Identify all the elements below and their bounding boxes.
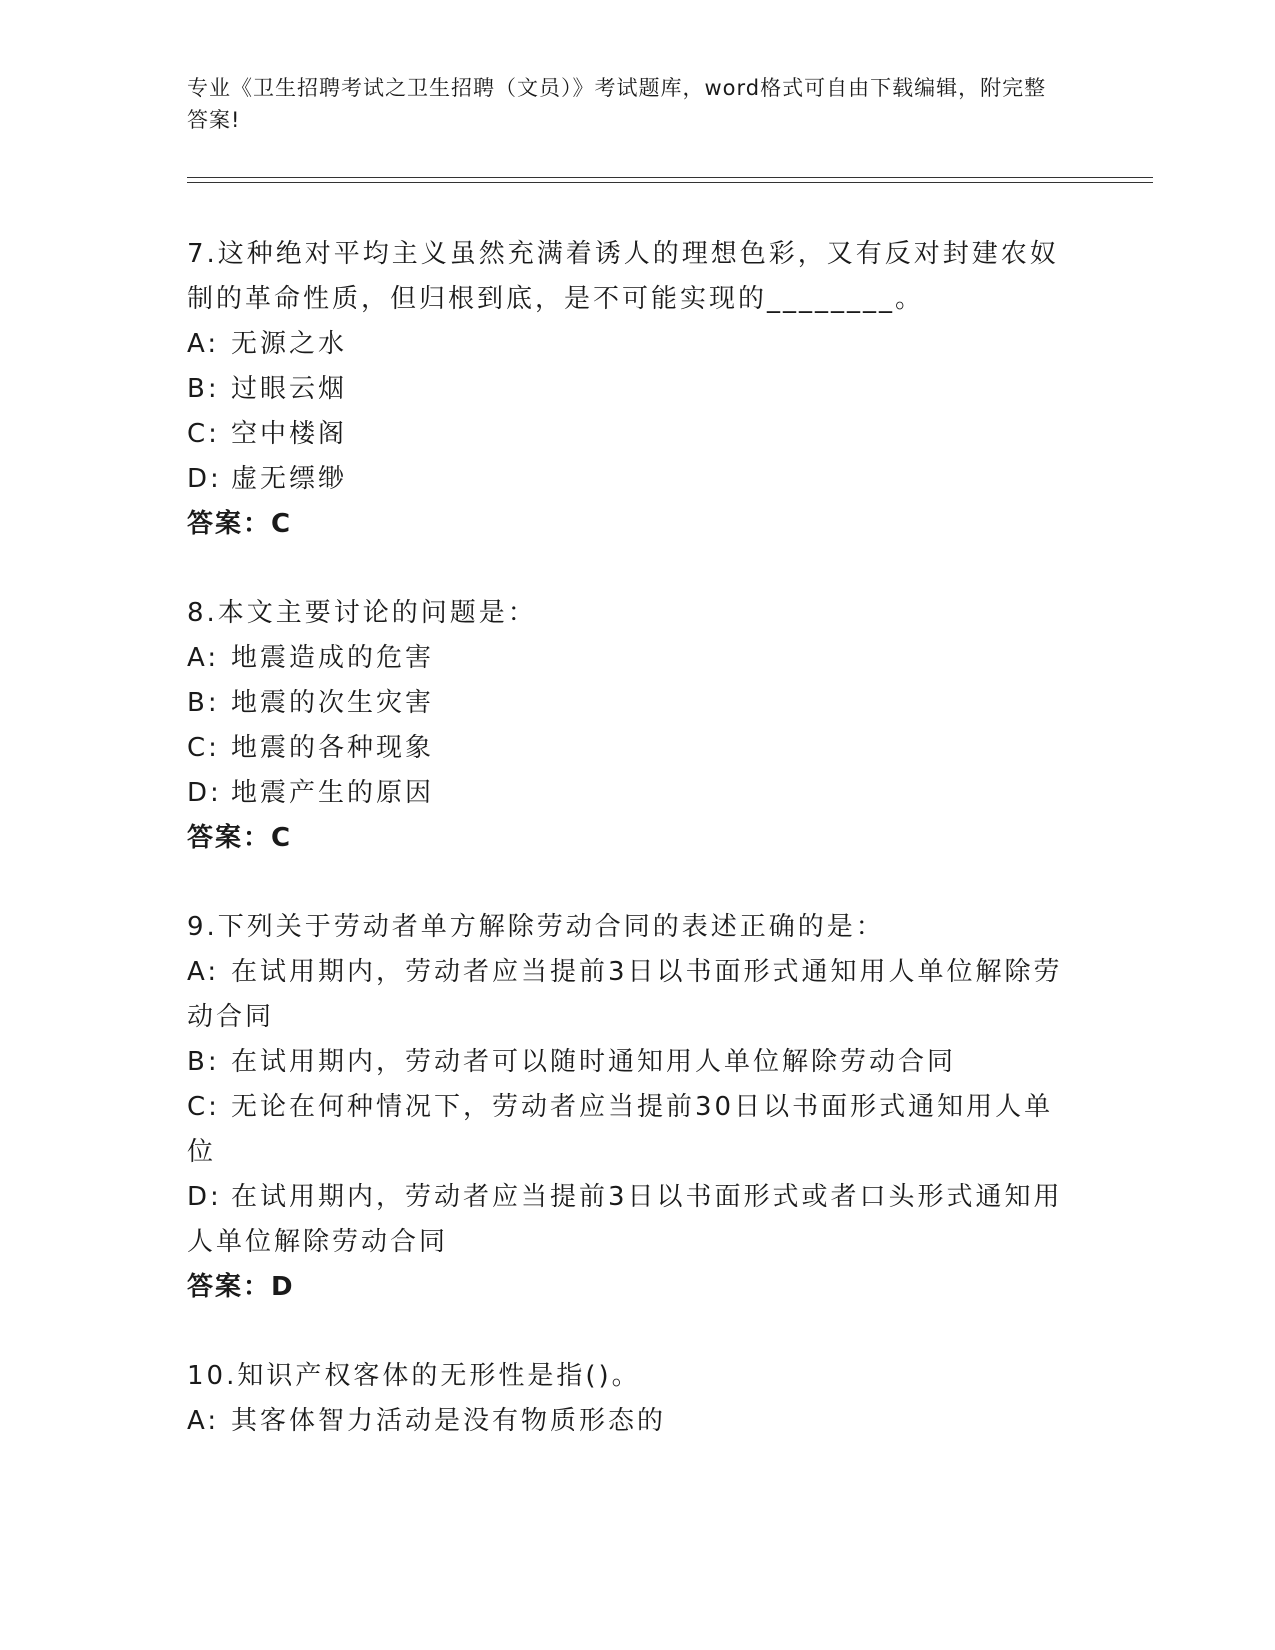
option-text: 地震的次生灾害 bbox=[231, 688, 435, 718]
document-intro: 专业《卫生招聘考试之卫生招聘（文员）》考试题库，word格式可自由下载编辑，附完整答案! bbox=[187, 76, 1047, 132]
option-c bbox=[187, 1085, 1077, 1175]
header-divider-bottom bbox=[187, 182, 1153, 183]
question-stem: 10.知识产权客体的无形性是指()。 bbox=[187, 1361, 641, 1391]
option-d bbox=[187, 457, 1077, 502]
option-a bbox=[187, 1399, 1077, 1444]
option-text: 虚无缥缈 bbox=[231, 464, 348, 494]
option-text: 地震产生的原因 bbox=[231, 778, 435, 808]
option-text: 无源之水 bbox=[231, 329, 348, 359]
question-9 bbox=[187, 905, 1077, 1310]
question-10 bbox=[187, 1354, 1077, 1444]
option-letter: A: bbox=[187, 643, 220, 673]
option-text: 空中楼阁 bbox=[231, 419, 348, 449]
option-a bbox=[187, 636, 1077, 681]
option-letter: D: bbox=[187, 464, 222, 494]
option-c bbox=[187, 412, 1077, 457]
option-letter: B: bbox=[187, 688, 220, 718]
question-stem: 7.这种绝对平均主义虽然充满着诱人的理想色彩，又有反对封建农奴制的革命性质，但归根到底，是不可能实现的________。 bbox=[187, 239, 1059, 314]
option-text: 在试用期内，劳动者应当提前3日以书面形式通知用人单位解除劳动合同 bbox=[187, 957, 1063, 1032]
answer-label: 答案：D bbox=[187, 1272, 295, 1302]
option-text: 其客体智力活动是没有物质形态的 bbox=[231, 1406, 667, 1436]
option-a bbox=[187, 950, 1077, 1040]
option-text: 在试用期内，劳动者应当提前3日以书面形式或者口头形式通知用人单位解除劳动合同 bbox=[187, 1182, 1063, 1257]
option-letter: B: bbox=[187, 374, 220, 404]
option-text: 在试用期内，劳动者可以随时通知用人单位解除劳动合同 bbox=[231, 1047, 957, 1077]
option-letter: A: bbox=[187, 1406, 220, 1436]
question-list bbox=[187, 232, 1077, 1488]
question-stem: 9.下列关于劳动者单方解除劳动合同的表述正确的是： bbox=[187, 912, 885, 942]
question-7 bbox=[187, 232, 1077, 547]
option-d bbox=[187, 1175, 1077, 1265]
header-divider-top bbox=[187, 177, 1153, 178]
option-text: 地震造成的危害 bbox=[231, 643, 435, 673]
option-d bbox=[187, 771, 1077, 816]
option-text: 过眼云烟 bbox=[231, 374, 348, 404]
option-text: 地震的各种现象 bbox=[231, 733, 435, 763]
option-b bbox=[187, 367, 1077, 412]
option-letter: C: bbox=[187, 733, 220, 763]
answer-label: 答案：C bbox=[187, 823, 293, 853]
option-letter: C: bbox=[187, 1092, 220, 1122]
option-b bbox=[187, 681, 1077, 726]
option-letter: A: bbox=[187, 329, 220, 359]
option-letter: D: bbox=[187, 1182, 222, 1212]
option-letter: D: bbox=[187, 778, 222, 808]
question-8 bbox=[187, 591, 1077, 861]
option-letter: B: bbox=[187, 1047, 220, 1077]
option-text: 无论在何种情况下，劳动者应当提前30日以书面形式通知用人单位 bbox=[187, 1092, 1054, 1167]
question-stem: 8.本文主要讨论的问题是： bbox=[187, 598, 537, 628]
answer-label: 答案：C bbox=[187, 509, 293, 539]
option-letter: A: bbox=[187, 957, 220, 987]
option-a bbox=[187, 322, 1077, 367]
option-b bbox=[187, 1040, 1077, 1085]
option-letter: C: bbox=[187, 419, 220, 449]
option-c bbox=[187, 726, 1077, 771]
